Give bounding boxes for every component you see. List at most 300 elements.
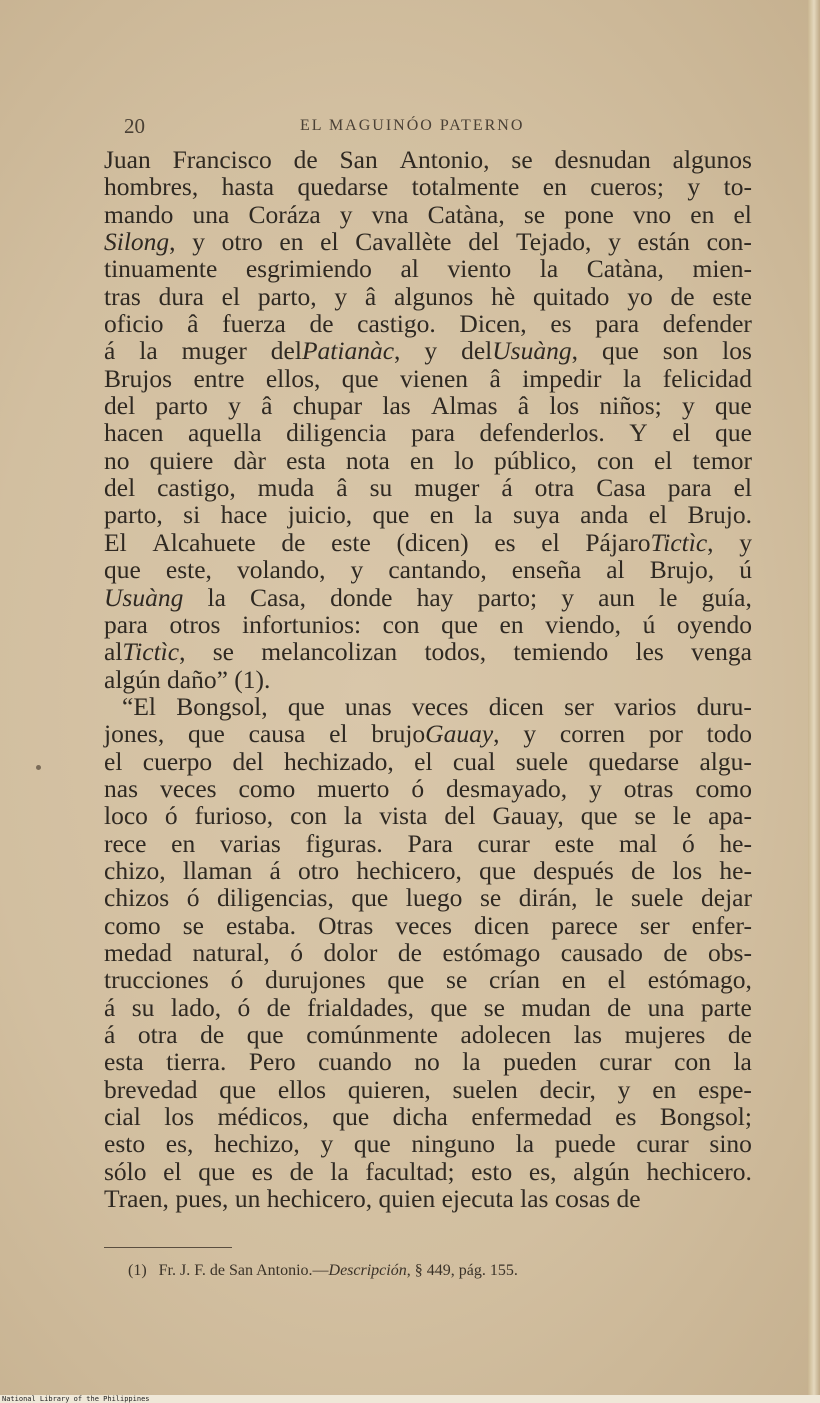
word: ó — [411, 773, 425, 803]
word: vna — [371, 199, 409, 229]
paper-speck — [36, 765, 41, 770]
word: venga — [691, 637, 752, 667]
word: espe- — [698, 1074, 752, 1104]
word: le — [595, 883, 614, 913]
word: puede — [554, 1129, 616, 1159]
word: la — [733, 1047, 752, 1077]
word: se — [523, 199, 546, 229]
text-line — [104, 529, 752, 556]
word: que — [715, 418, 752, 448]
word: parto, — [104, 500, 163, 530]
word: â — [517, 391, 530, 421]
text-line — [104, 994, 752, 1021]
word: suya — [513, 500, 560, 530]
word: esta — [104, 1047, 144, 1077]
word: están — [637, 227, 690, 257]
word: el — [329, 719, 348, 749]
footnote — [128, 1262, 518, 1280]
word: todo — [706, 719, 752, 749]
word: de — [293, 145, 318, 174]
word: enfermedad — [471, 1102, 592, 1132]
word: ninguno — [411, 1129, 495, 1159]
word: Traen, — [104, 1184, 169, 1214]
word: he- — [719, 855, 752, 885]
word: mujeres — [624, 1020, 706, 1049]
text-line — [104, 1103, 752, 1130]
word: Coráza — [248, 199, 321, 229]
word: nas — [104, 773, 138, 803]
word: esgrimiendo — [245, 254, 372, 284]
word: entre — [193, 363, 245, 393]
word: adolecen — [460, 1020, 552, 1049]
word: á — [501, 473, 513, 503]
word: lado, — [170, 992, 222, 1022]
word: loco — [104, 801, 148, 831]
word: que — [601, 336, 639, 366]
word: otra — [137, 1020, 178, 1049]
word: cuando — [318, 1047, 392, 1077]
word: hay — [416, 582, 454, 612]
word: causado — [560, 937, 643, 967]
text-line — [104, 802, 752, 829]
word: decir, — [539, 1074, 596, 1104]
word: â — [261, 391, 273, 421]
word: algunos — [672, 145, 752, 174]
word: el — [163, 1156, 182, 1186]
word: y — [350, 555, 364, 585]
text-line — [104, 255, 752, 282]
word: en — [429, 500, 454, 530]
word: Catàna, — [427, 199, 505, 229]
word: hechizado, — [284, 746, 394, 776]
word: otro — [298, 855, 340, 885]
word: â — [489, 363, 501, 393]
word: y — [339, 199, 353, 229]
word: ó — [186, 883, 200, 913]
word: que — [479, 855, 516, 885]
text-line — [104, 146, 752, 173]
word: con — [290, 801, 327, 831]
word: del — [232, 746, 264, 776]
word: daño” — [167, 664, 228, 694]
word: el — [221, 281, 241, 311]
word: hombres, — [104, 172, 199, 202]
word: se — [634, 801, 656, 831]
word: Dicen, — [459, 309, 527, 339]
word: que — [287, 691, 325, 721]
word: este — [554, 828, 595, 858]
word: la — [462, 1047, 481, 1077]
word: tinuamente — [104, 254, 218, 284]
word: y — [608, 227, 621, 257]
word: en — [499, 609, 524, 639]
word: frialdades, — [307, 992, 415, 1022]
word: suele — [631, 883, 684, 913]
word: otras — [623, 773, 674, 803]
word: de — [397, 937, 422, 967]
text-line — [104, 337, 752, 364]
word: curar — [477, 828, 530, 858]
word: de — [309, 309, 334, 339]
word: que — [715, 391, 752, 421]
text-line — [104, 666, 752, 693]
text-line — [104, 501, 752, 528]
word: corren — [559, 719, 626, 749]
word: la — [622, 363, 642, 393]
word: algu- — [699, 746, 752, 776]
word: medad — [104, 937, 172, 967]
word: curar — [599, 1047, 652, 1077]
page-header — [124, 114, 564, 140]
word: y — [561, 582, 574, 612]
word: se — [511, 145, 533, 174]
word: sólo — [104, 1156, 147, 1186]
word: de — [670, 281, 695, 311]
word: es — [615, 1102, 637, 1132]
text-line — [104, 693, 752, 720]
word: jones, — [104, 719, 165, 749]
word: los — [672, 855, 703, 885]
word: quien — [378, 1184, 436, 1214]
word: una — [192, 199, 230, 229]
word: del — [104, 391, 136, 421]
word: Usuàng — [104, 582, 184, 612]
word: Silong, — [104, 227, 176, 257]
word: se — [483, 992, 505, 1022]
word: ser — [564, 691, 594, 721]
word: y — [617, 1074, 631, 1104]
word: del — [468, 227, 500, 257]
word: mal — [618, 828, 658, 858]
word: Antonio, — [399, 145, 490, 174]
word: Tejado, — [516, 227, 592, 257]
word: después — [533, 855, 614, 885]
word: Brujos — [104, 363, 173, 393]
word: esto — [471, 1156, 513, 1186]
text-line — [104, 556, 752, 583]
word: cual — [452, 746, 496, 776]
word: lo — [454, 445, 474, 475]
word: para — [104, 609, 148, 639]
word: que — [387, 965, 425, 995]
word: un — [234, 1184, 261, 1214]
word: se — [479, 883, 502, 913]
word: es, — [528, 1156, 557, 1186]
word: infortunios: — [242, 609, 362, 639]
text-line — [104, 611, 752, 638]
text-line — [104, 1185, 752, 1212]
word: furioso, — [194, 801, 274, 831]
word: algún — [104, 664, 161, 694]
word: desnudan — [554, 145, 651, 174]
word: hacen — [104, 418, 164, 448]
word: hè — [491, 281, 516, 311]
word: quiere — [149, 445, 214, 475]
word: que — [219, 1074, 257, 1104]
word: algunos — [394, 281, 474, 311]
word: son — [662, 336, 699, 366]
word: hasta — [221, 172, 275, 202]
word: las — [520, 1184, 549, 1214]
text-line — [104, 912, 752, 939]
library-credit: National Library of the Philippines — [2, 1395, 150, 1403]
word: hechicero. — [646, 1156, 752, 1186]
word: se — [182, 910, 204, 940]
word: muger — [181, 336, 247, 366]
word: fuerza — [222, 309, 286, 339]
word: si — [183, 500, 201, 530]
word: las — [382, 391, 411, 421]
text-line — [104, 1076, 752, 1103]
word: delUsuàng, — [461, 336, 578, 366]
word: de — [616, 1184, 641, 1214]
word: su — [369, 473, 393, 503]
word: hechicero, — [266, 1184, 373, 1214]
word: del — [104, 473, 136, 503]
word: (1). — [234, 664, 271, 694]
word: brevedad — [104, 1074, 198, 1104]
word: médicos, — [217, 1102, 309, 1132]
word: como — [695, 773, 752, 803]
word: veces — [395, 910, 452, 940]
word: su — [131, 992, 155, 1022]
word: Y — [629, 418, 648, 448]
footnote-marker: (1) — [128, 1262, 147, 1279]
word: que — [188, 719, 225, 749]
word: guía, — [701, 582, 752, 612]
word: apa- — [708, 801, 752, 831]
word: temor — [692, 445, 752, 475]
word: que — [580, 801, 618, 831]
word: Pero — [248, 1047, 296, 1077]
word: ellos — [277, 1074, 327, 1104]
word: y — [334, 281, 348, 311]
word: y — [228, 391, 241, 421]
word: melancolizan — [261, 637, 398, 667]
word: â — [187, 309, 199, 339]
page-number: 20 — [124, 114, 145, 138]
word: de — [266, 992, 291, 1022]
word: otra — [534, 473, 575, 503]
text-line — [104, 228, 752, 255]
word: en — [542, 172, 567, 202]
word: desmayado, — [446, 773, 568, 803]
word: delPatianàc, — [270, 336, 401, 366]
word: varios — [614, 691, 677, 721]
word: Casa — [596, 473, 646, 503]
word: tras — [104, 281, 141, 311]
word: ellos, — [265, 363, 321, 393]
word: vienen — [400, 363, 469, 393]
text-line — [104, 1021, 752, 1048]
text-line — [104, 830, 752, 857]
word: los — [164, 1102, 195, 1132]
word: estómago — [442, 937, 541, 967]
word: á — [269, 855, 281, 885]
word: Juan — [104, 145, 151, 174]
word: que — [332, 1102, 370, 1132]
word: y — [682, 391, 695, 421]
word: Bongsol, — [176, 691, 268, 721]
word: veces — [411, 691, 469, 721]
word: de — [727, 1020, 752, 1049]
word: viento — [447, 254, 512, 284]
word: diligencia — [286, 418, 387, 448]
word: aun — [598, 582, 635, 612]
footnote-rest: , § 449, pág. 155. — [406, 1262, 518, 1279]
word: varias — [219, 828, 281, 858]
word: estómago, — [647, 965, 752, 995]
word: el — [414, 746, 433, 776]
word: natural, — [192, 937, 270, 967]
word: dicen — [474, 910, 530, 940]
word: el — [733, 199, 752, 229]
word: San — [339, 145, 378, 174]
word: parece — [551, 910, 618, 940]
word: (dicen) — [396, 527, 469, 557]
word: la — [139, 336, 158, 366]
word: pues, — [175, 1184, 229, 1214]
text-line — [104, 392, 752, 419]
word: aquella — [187, 418, 262, 448]
word: los — [722, 336, 752, 366]
body-text — [104, 146, 752, 1212]
word: quedarse — [588, 746, 680, 776]
word: á — [104, 336, 116, 366]
word: llaman — [182, 855, 253, 885]
word: este — [712, 281, 752, 311]
word: oficio — [104, 309, 164, 339]
word: facultad; — [365, 1156, 455, 1186]
word: Gauay, — [492, 801, 564, 831]
word: nota — [345, 445, 390, 475]
word: trucciones — [104, 965, 209, 995]
word: Almas — [430, 391, 498, 421]
word: otros — [169, 609, 221, 639]
word: que — [104, 555, 141, 585]
text-line — [104, 1130, 752, 1157]
text-line — [104, 419, 752, 446]
word: todos, — [424, 637, 487, 667]
word: esta — [286, 445, 326, 475]
word: los — [549, 391, 580, 421]
word: Casa, — [250, 582, 306, 612]
word: el — [320, 227, 339, 257]
word: chizos — [104, 883, 170, 913]
word: cial — [104, 1102, 141, 1132]
word: enfer- — [691, 910, 752, 940]
word: no — [104, 445, 130, 475]
word: he- — [719, 828, 752, 858]
word: El — [104, 527, 127, 557]
word: ó — [290, 937, 303, 967]
word: público, — [494, 445, 577, 475]
word: causa — [248, 719, 306, 749]
word: parto — [155, 391, 208, 421]
word: hechicero, — [356, 855, 462, 885]
word: en — [652, 1074, 677, 1104]
word: se — [446, 965, 468, 995]
word: algún — [573, 1156, 630, 1186]
word: en — [690, 199, 715, 229]
word: Brujo. — [687, 500, 752, 530]
word: el — [104, 746, 123, 776]
word: ó — [237, 992, 251, 1022]
word: el — [672, 418, 691, 448]
word: al — [606, 555, 625, 585]
word: impedir — [522, 363, 602, 393]
word: la — [343, 801, 363, 831]
word: que — [441, 609, 478, 639]
word: cueros; — [590, 172, 664, 202]
word: á — [104, 992, 116, 1022]
word: Cavallète — [355, 227, 452, 257]
word: figuras. — [305, 828, 383, 858]
word: muerto — [317, 773, 390, 803]
text-line — [104, 1158, 752, 1185]
word: quitado — [532, 281, 610, 311]
word: Para — [407, 828, 453, 858]
text-line — [104, 474, 752, 501]
word: se — [212, 637, 234, 667]
word: ejecuta — [441, 1184, 514, 1214]
word: defender — [662, 309, 752, 339]
word: veces — [159, 773, 217, 803]
word: de — [200, 1020, 225, 1049]
word: cantando, — [388, 555, 487, 585]
word: temiendo — [513, 637, 609, 667]
word: la — [207, 582, 226, 612]
word: que — [351, 883, 389, 913]
word: es — [550, 309, 572, 339]
word: y — [424, 336, 438, 366]
word: alTictìc, — [104, 637, 186, 667]
word: vista — [379, 801, 428, 831]
word: rece — [104, 828, 147, 858]
word: volando, — [236, 555, 326, 585]
word: curar — [636, 1129, 689, 1159]
word: ó — [230, 965, 244, 995]
word: que — [353, 1129, 391, 1159]
word: para — [595, 309, 640, 339]
text-line — [104, 638, 752, 665]
word: al — [400, 254, 419, 284]
footnote-italic: Descripción — [328, 1262, 407, 1279]
word: unas — [344, 691, 392, 721]
word: chizo, — [104, 855, 166, 885]
word: totalmente — [411, 172, 520, 202]
word: to- — [723, 172, 752, 202]
word: hechizo, — [214, 1129, 300, 1159]
word: pone — [564, 199, 614, 229]
word: este — [331, 527, 371, 557]
word: la — [474, 500, 493, 530]
word: Catàna, — [586, 254, 664, 284]
word: PájaroTictìc, — [585, 527, 714, 557]
word: Alcahuete — [152, 527, 256, 557]
word: á — [104, 1020, 116, 1049]
word: felicidad — [662, 363, 752, 393]
word: sino — [709, 1129, 752, 1159]
word: y — [192, 227, 205, 257]
running-title: EL MAGUINÓO PATERNO — [300, 117, 525, 134]
word: estaba. — [225, 910, 297, 940]
word: Francisco — [172, 145, 272, 174]
word: en — [561, 965, 586, 995]
word: quedarse — [297, 172, 389, 202]
word: niños; — [599, 391, 662, 421]
word: para — [667, 473, 712, 503]
